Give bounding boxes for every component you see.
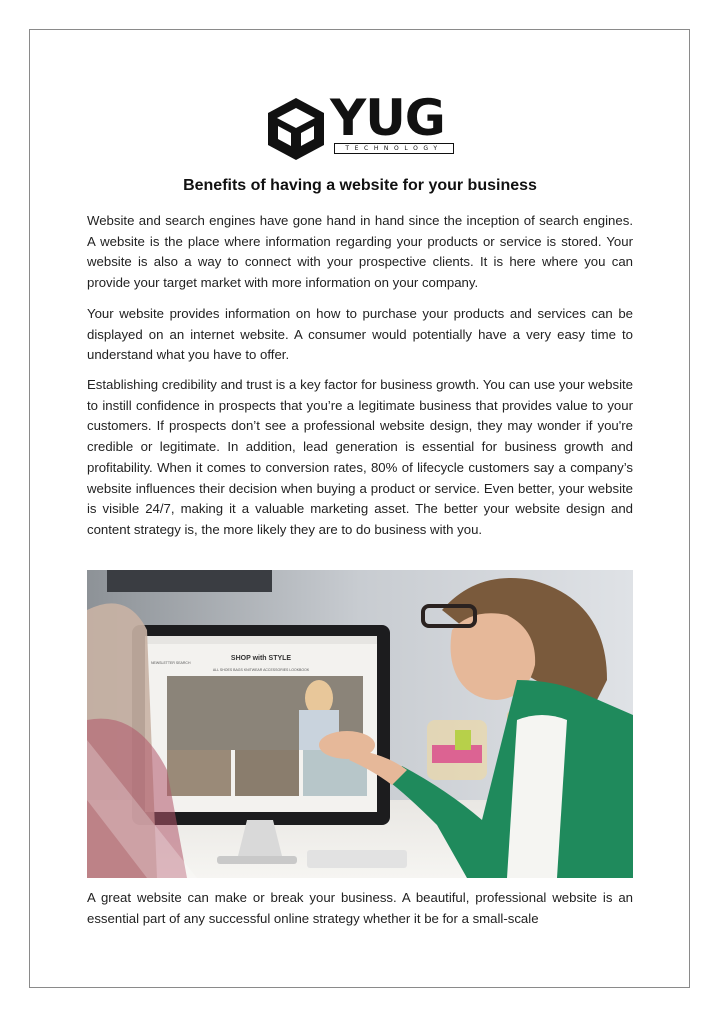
cube-logo-icon xyxy=(266,96,326,162)
screen-brand: SHOP with STYLE xyxy=(230,655,292,662)
paragraph-4: A great website can make or break your business. A beautiful, professional website is an essential part of any successful online strategy whether it be for a small-scale xyxy=(87,890,633,926)
logo-tagline: TECHNOLOGY xyxy=(334,143,454,154)
paragraph-2: Your website provides information on how to purchase your products and services can be displayed on an internet website. A consumer would potentially have a very easy time to understand what you have to offer. xyxy=(87,306,633,363)
screen-menu: ALL SHOES BAGS KNITWEAR ACCESSORIES LOOKBOOK xyxy=(212,668,310,672)
paragraph-3: Establishing credibility and trust is a key factor for business growth. You can use your website to instill confidence in prospects that you’re a legitimate business that provides value to your customers. If prospects don’t see a professional website design, they may wonder if you're credible or legitimate. In addition, lead generation is essential for business growth and profitability. When it comes to conversion rates, 80% of lifecycle customers say a company’s website influences their decision when buying a product or service. Even better, your website is visible 24/7, making it a valuable marketing asset. The better your website design and content strategy is, the more likely they are to do business with you. xyxy=(87,377,633,537)
photo-illustration xyxy=(87,570,633,878)
screen-nav-left: NEWSLETTER SEARCH xyxy=(151,661,191,665)
document-title: Benefits of having a website for your business xyxy=(183,177,537,194)
yug-logo xyxy=(266,89,456,162)
logo-wordmark: YUG xyxy=(330,89,445,147)
office-photo xyxy=(87,570,633,878)
paragraph-1: Website and search engines have gone hand in hand since the inception of search engines. A website is the place where information regarding your products or service is stored. Your website is also a way to connect with your prospective clients. It is here where you can provide your target market with more information on your company. xyxy=(87,213,633,291)
